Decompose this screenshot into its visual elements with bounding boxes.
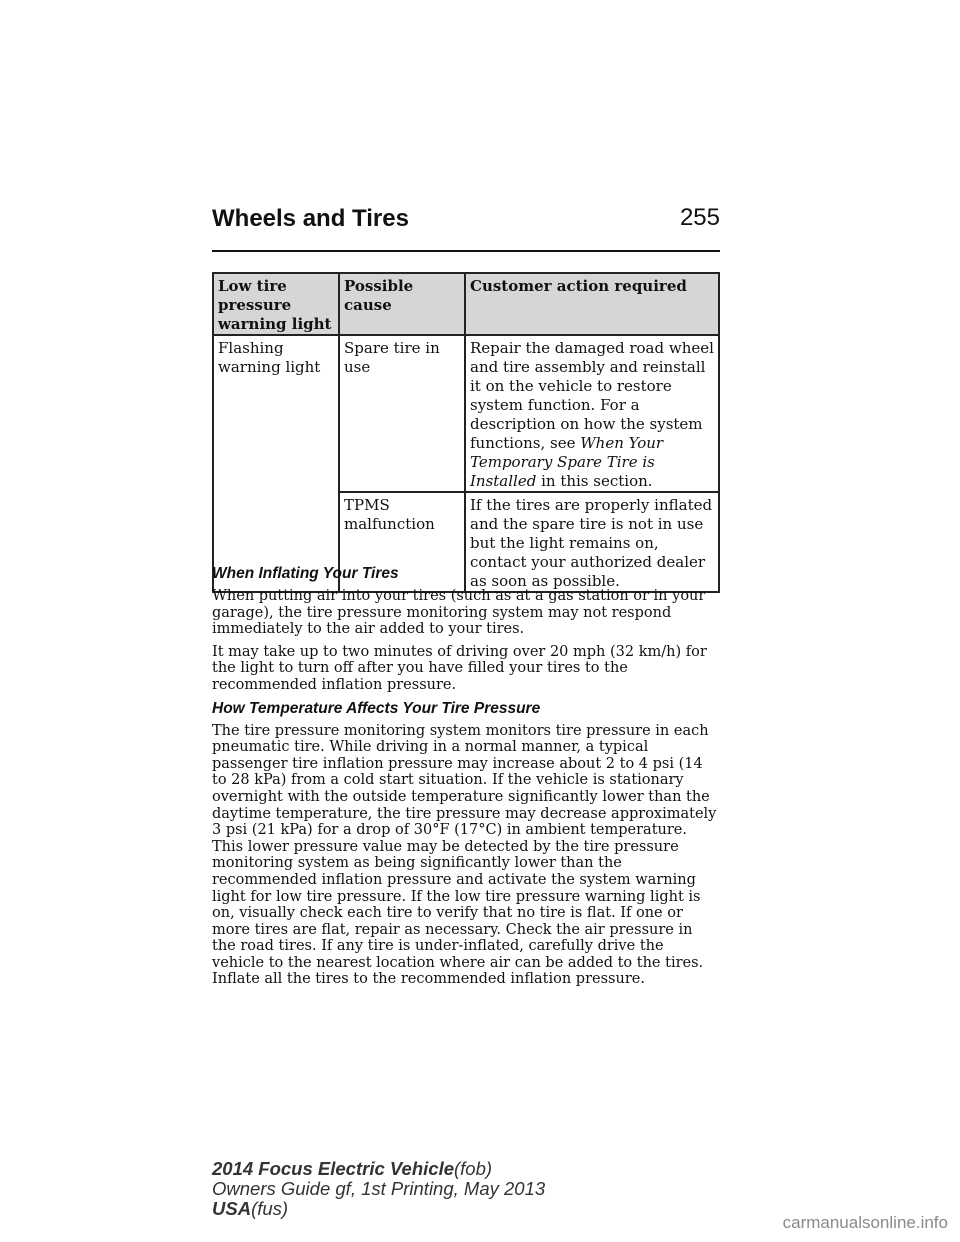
warning-light-table [212, 272, 720, 593]
table-header-row [213, 273, 719, 335]
table-row [213, 335, 719, 492]
action-text-suffix: in this section. [536, 472, 653, 490]
body-content [212, 565, 720, 994]
paragraph: It may take up to two minutes of driving over 20 mph (32 km/h) for the light to turn off after you have filled your tires to the recommended inflation pressure. [212, 643, 707, 693]
cell-action [465, 335, 719, 492]
action-text: Repair the damaged road wheel and tire assembly and reinstall it on the vehicle to restore system function. For a description on how the system functions, see [470, 339, 714, 452]
footer-line-2: Owners Guide gf, 1st Printing, May 2013 [212, 1178, 546, 1199]
paragraph: The tire pressure monitoring system monitors tire pressure in each pneumatic tire. While driving in a normal manner, a typical passenger tire inflation pressure may increase about 2 to 4 psi (14 to 28 kPa) from a cold start situation. If the vehicle is stationary overnight with the outside temperature significantly lower than the daytime temperature, the tire pressure may decrease approximately 3 psi (21 kPa) for a drop of 30°F (17°C) in ambient temperature. This lower pressure value may be detected by the tire pressure monitoring system as being significantly lower than the recommended inflation pressure and activate the system warning light for low tire pressure. If the low tire pressure warning light is on, visually check each tire to verify that no tire is flat. If one or more tires are flat, repair as necessary. Check the air pressure in the road tires. If any tire is under-inflated, carefully drive the vehicle to the nearest location where air can be added to the tires. Inflate all the tires to the recommended inflation pressure. [212, 722, 717, 988]
section-title: Wheels and Tires [212, 205, 409, 232]
cell-action: If the tires are properly inflated and the spare tire is not in use but the light remains on, contact your authorized dealer as soon as possible. [465, 492, 719, 592]
subheading-temperature: How Temperature Affects Your Tire Pressure [212, 699, 541, 717]
header-customer-action: Customer action required [465, 273, 719, 335]
cell-cause: Spare tire in use [339, 335, 465, 492]
page-header [212, 200, 720, 252]
watermark: carmanualsonline.info [782, 1213, 948, 1232]
footer-line-1 [212, 1159, 752, 1179]
cell-cause: TPMS malfunction [339, 492, 465, 592]
page-footer [212, 1159, 752, 1219]
paragraph: When putting air into your tires (such as at a gas station or in your garage), the tire pressure monitoring system may not respond immediately to the air added to your tires. [212, 588, 706, 638]
cell-warning-light: Flashing warning light [213, 335, 339, 592]
footer-market-code: (fus) [251, 1198, 289, 1219]
footer-line-3 [212, 1199, 752, 1219]
page-number: 255 [679, 204, 720, 231]
subheading-inflating: When Inflating Your Tires [212, 565, 399, 582]
footer-vehicle-code: (fob) [454, 1158, 493, 1179]
section-reference: When Your Temporary Spare Tire is Installed [470, 434, 664, 490]
footer-vehicle: 2014 Focus Electric Vehicle [212, 1158, 454, 1179]
header-warning-light: Low tire pressure warning light [213, 273, 339, 335]
header-possible-cause: Possible cause [339, 273, 465, 335]
footer-market: USA [212, 1198, 252, 1219]
